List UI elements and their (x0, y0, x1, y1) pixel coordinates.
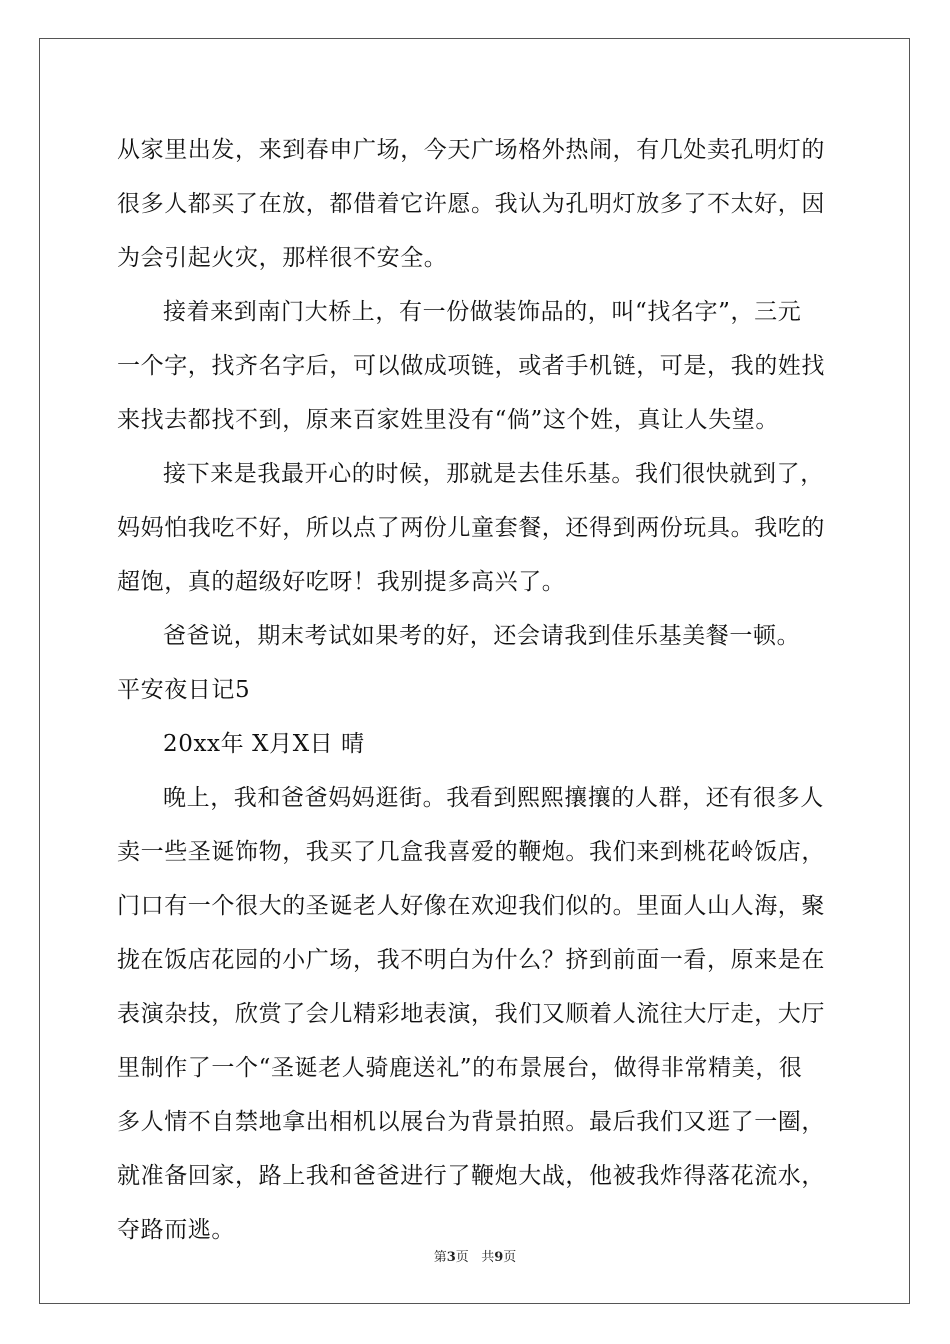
text-line: 为会引起火灾，那样很不安全。 (117, 245, 448, 271)
total-pages: 9 (494, 1250, 504, 1265)
text-line: 表演杂技，欣赏了会儿精彩地表演，我们又顺着人流往大厅走，大厅 (117, 1001, 825, 1027)
text-line: 妈妈怕我吃不好，所以点了两份儿童套餐，还得到两份玩具。我吃的 (117, 515, 825, 541)
section-title: 平安夜日记5 (117, 677, 251, 703)
document-body (117, 123, 837, 1257)
text-line: 超饱，真的超级好吃呀！我别提多高兴了。 (117, 569, 566, 595)
page-prefix: 第 (433, 1250, 447, 1265)
date-line: 20xx年 X月X日 晴 (163, 731, 365, 757)
text-line: 就准备回家，路上我和爸爸进行了鞭炮大战，他被我炸得落花流水， (117, 1163, 825, 1189)
text-line: 里制作了一个“圣诞老人骑鹿送礼”的布景展台，做得非常精美，很 (117, 1055, 803, 1081)
text-line: 多人情不自禁地拿出相机以展台为背景拍照。最后我们又逛了一圈， (117, 1109, 825, 1135)
text-line: 爸爸说，期末考试如果考的好，还会请我到佳乐基美餐一顿。 (163, 623, 801, 649)
text-line: 夺路而逃。 (117, 1217, 235, 1243)
text-line: 很多人都买了在放，都借着它许愿。我认为孔明灯放多了不太好，因 (117, 191, 825, 217)
page-number: 3 (446, 1250, 456, 1265)
text-line: 拢在饭店花园的小广场，我不明白为什么？挤到前面一看，原来是在 (117, 947, 825, 973)
page-suffix: 页 (455, 1250, 469, 1265)
text-line: 来找去都找不到，原来百家姓里没有“倘”这个姓，真让人失望。 (117, 407, 779, 433)
page-footer (0, 1246, 950, 1265)
text-line: 门口有一个很大的圣诞老人好像在欢迎我们似的。里面人山人海，聚 (117, 893, 825, 919)
text-line: 接着来到南门大桥上，有一份做装饰品的，叫“找名字”，三元 (163, 299, 802, 325)
total-suffix: 页 (503, 1250, 517, 1265)
text-line: 一个字，找齐名字后，可以做成项链，或者手机链，可是，我的姓找 (117, 353, 825, 379)
total-prefix: 共 (481, 1250, 495, 1265)
text-line: 晚上，我和爸爸妈妈逛街。我看到熙熙攘攘的人群，还有很多人 (163, 785, 824, 811)
text-line: 从家里出发，来到春申广场，今天广场格外热闹，有几处卖孔明灯的 (117, 137, 825, 163)
text-line: 接下来是我最开心的时候，那就是去佳乐基。我们很快就到了， (163, 461, 824, 487)
text-line: 卖一些圣诞饰物，我买了几盒我喜爱的鞭炮。我们来到桃花岭饭店， (117, 839, 825, 865)
